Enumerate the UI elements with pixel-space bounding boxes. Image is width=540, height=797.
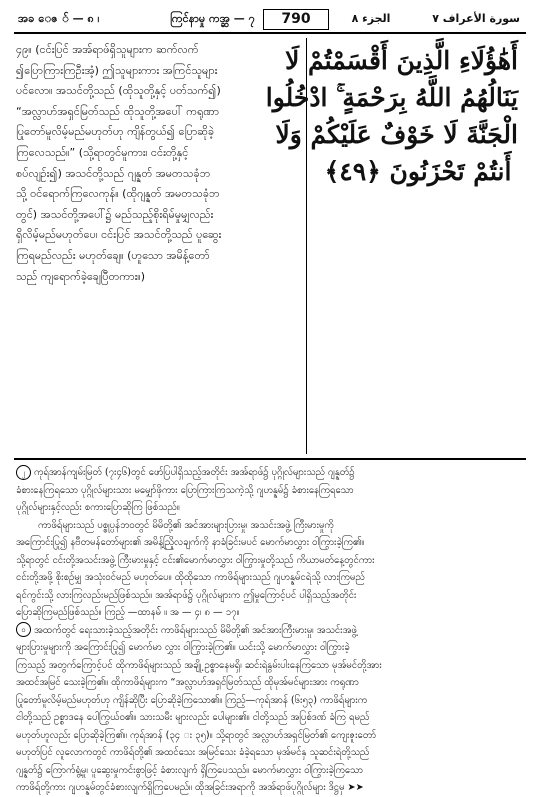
footnotes (16, 464, 526, 797)
translation-line: “အလ္လာဟ်အရှင်မြတ်သည် ထိုသူတို့အပေါ် ကရုဏာ (16, 104, 219, 118)
footnote-badge: ၀ (16, 622, 31, 637)
footnote-line: ရင်ကွင်းသို့ လားကြလည်းမည်ဖြစ်သည်။ အအ်ရာဖ်၌ ပုဂ္ဂိုလ်များက ဤမှုကြောင့်ပင် ပါရှိသည့်အတိုင်း (16, 589, 357, 601)
header-surah-label: سورة الأعراف ٧ (432, 12, 520, 25)
arabic-line: أَنتُمْ تَحْزَنُونَ ﴿٤٩﴾ (324, 157, 512, 186)
footnote-line: ကာဖိရ်များသည် ပစ္စုပ္ပန်ဘဝတွင် မိမိတို့၏ အင်အားများပြားမှု၊ အသင်းအဖွဲ့ ကြီးမားမှုကို (38, 519, 334, 531)
footnote-line: ပြောဆိုကြမည်ဖြစ်သည်။ ကြည့် —ထာနမ်် ။ အ — ၄၊ ၈ — ၁၇။ (16, 607, 240, 618)
page-number: 790 (263, 9, 329, 30)
footnote-line: ပြုတော်မူလိမ့်မည်မဟုတ်ဟု ကျိန်ဆိုပြီး ပြောဆိုခဲ့ကြသော၏။ ကြည့်—ကုရ်အာန် (၆း၅၃) ကာဖိရ်များက (16, 694, 368, 706)
translation-line: ၍ပြောကြားကြဦးအံ့) ဤသူများကား အကြင်သူများ (16, 63, 218, 77)
header-rule (14, 32, 526, 34)
arabic-verse (265, 42, 518, 190)
footnote-line: ကာဖိရ်တို့ကား ဂျဟန္နမ်တွင်ခံစားလျက်ရှိကြပေမည်။ ထိုအခြင်းအရာကို အအ်ရာဖ်ပုဂ္ဂိုလ်များ ဒိဋ္ဌမှ ➤➤ (16, 782, 364, 793)
translation-line: ပြုတော်မူလိမ့်မည်မဟုတ်ဟု ကျိန်တွယ်၍ ပြောဆိုခဲ့ (16, 125, 215, 139)
translation-line: ရှိလိမ့်မည်မဟုတ်ပေ၊ ငင်းပြင် အသင်တို့သည် ပူဆွေး (16, 228, 222, 242)
footnote-rule (14, 458, 526, 460)
footnote-line: ငါတို့သည် ဥစ္စာဒနေ ပေါကြွယ်ဝ၏။ သားသမီး များလည်း ပေါများ၏။ ငါတို့သည် အပြစ်ဒဏ် ခံကြ ရမည် (16, 712, 370, 723)
footnote-line: များပြားမှုများကို အကြောင်းပြု၍ မောက်မာ လွှား ဝါကြွားခဲ့ကြ၏။ ယင်းသို့ မောက်မာလွှား ဝါကြွားခဲ့ (16, 642, 350, 653)
translation-line: သို့ ဝင်ရောက်ကြလေကုန်။ (ထိုဂျန္နတ် အမတသခုံဘ (16, 187, 220, 201)
footnote-line (16, 464, 526, 482)
translation-line: သည် ကျရောက်ခဲ့ချေပြီတကား။) (16, 269, 146, 283)
header-left-label: အခ ေဇ ် — ၈ ၊ (18, 12, 100, 25)
translation-line: စပ်လျဉ်း၍) အသင်တို့သည် ဂျန္နတ် အမတသခုံဘ (16, 166, 211, 180)
page-header (14, 8, 524, 30)
arabic-line: الْجَنَّةَ لَا خَوْفٌ عَلَيْكُمْ وَلَا (275, 120, 518, 149)
footnote-line: မဟုတ်ဟူလည်း ပြောဆိုခဲ့ကြ၏။ ကုရ်အာန် (၃၄ း ၃၅)။ သို့ရာတွင် အလ္လာဟ်အရှင်မြတ်၏ ကျေးဇူးတော် (16, 729, 377, 741)
footnote-line: ခံစားနေကြရသော ပုဂ္ဂိုလ်များသား မမျှော်ဖိုကား ပြောကြားကြသကဲ့သို့ ဂျဟန္နမ်၌ ခံစားနေကြရသော (16, 484, 354, 496)
footnote-badge: ၂ (16, 465, 31, 480)
translation-line: တွင်) အသင်တို့အပေါ်၌ မည်သည့်စိုးရိမ်မှုမျှလည်း (16, 207, 214, 221)
footnote-line: အထင်အမြင် သေးခဲ့ကြ၏။ ထိုကာဖိရ်များက “အလ္လာဟ်အရှင်မြတ်သည် ထိုမုအ်မင်များအား ကရုဏာ (16, 677, 359, 688)
translation-line: ၄၉။ (ငင်းပြင် အအ်ရာဖ်ရှိသူများက ဆက်လက် (16, 43, 199, 56)
arabic-line: أَهَٰؤُلَاءِ الَّذِينَ أَقْسَمْتُمْ لَا (285, 46, 518, 75)
footnote-line: ငင်းတို့အဖို့ စိုးစဉ်မျှ အသုံးဝင်မည် မဟုတ်ပေ။ ထိုထိုသော ကာဖိရ်များသည် ဂျဟန္နမ်ငရဲသို့ လားကြမည် (16, 572, 365, 583)
footnote-line: မဟုတ်ပြင် လူလောကတွင် ကာဖိရ်တို့၏ အထင်သေး အမြင်သေး ခံခဲ့ရသော မုအ်မင်နှ သူဆင်းရဲတို့သည် (16, 747, 370, 758)
header-juz-label: الجزء ٨ (351, 12, 391, 25)
footnote-line: အကြောင်းပြု၍ နဗီတမန်တော်များ၏ အမိန့်ညြိုလချက်ကို နာခံခြင်းမပင် မောက်မာလွှား ဝါကြွားခဲ့ကြ၏။ (16, 537, 365, 548)
footnote-line (16, 622, 526, 640)
footnote-line: သို့ရာတွင် ငင်းတို့အသင်းအဖွဲ့ ကြီးမားမှုနှင့် ငင်း၏မောက်မာလွှား ဝါကြွားမှုတို့သည် ကိယာမတ်နေ့တွင်ကား (16, 554, 375, 566)
footnote-line: ကြသည့် အတွက်ကြောင့်ပင် ထိုကာဖိရ်များသည် အချို့ ဥစ္စာနေမရှိ၊ ဆင်းရဲနွမ်းပါးနေကြသော မုအ်မင်တို့အား (16, 659, 382, 671)
translation-line: ပင်လော။ အသင်တို့သည် (ထိုသူတို့နှင့် ပတ်သက်၍) (16, 84, 221, 98)
footnote-line: ဂျန္နတ်၌ ကြောက်ရွံ့မှု၊ ပူဆွေးမှုကင်းစွာဖြင့် ခံစားလျက် ရှိကြပေသည်။ မောက်မာလွှား ဝါကြွားခဲ့ကြသော (16, 764, 363, 776)
footnote-text: ကုရ်အာန်ကျမ်းမြတ် (၇း၄၆)တွင် ဖော်ပြပါရှိသည့်အတိုင်း အအ်ရာဖ်၌ ပုဂ္ဂိုလ်များသည် ဂျန္နတ်၌ (34, 467, 355, 478)
header-middle-label: ကြင်နာမှု ကအ္ဆ — ၇ (170, 12, 255, 25)
footnote-text: အထက်တွင် ရေးသားခဲ့သည့်အတိုင်း ကာဖိရ်များသည် မိမိတို့၏ အင်အားကြီးမားမှု၊ အသင်းအဖွဲ့ (34, 624, 357, 636)
translation-column (16, 40, 300, 287)
translation-line: ကြရမည်လည်း မဟုတ်ချေ။ (ဟူသော အမိန့်တော် (16, 248, 210, 262)
arabic-line: يَنَالُهُمُ اللَّهُ بِرَحْمَةٍ ۚ ادْخُلُوا (265, 83, 518, 112)
translation-line: ကြလေသည်။” (သို့ရာတွင်မူကား၊ ငင်းတို့နှင့် (16, 145, 189, 159)
footnote-line: ပုဂ္ဂိုလ်များနှင့်လည်း စကားပြောဆိုကြ ဖြစ်သည်။ (16, 502, 180, 513)
